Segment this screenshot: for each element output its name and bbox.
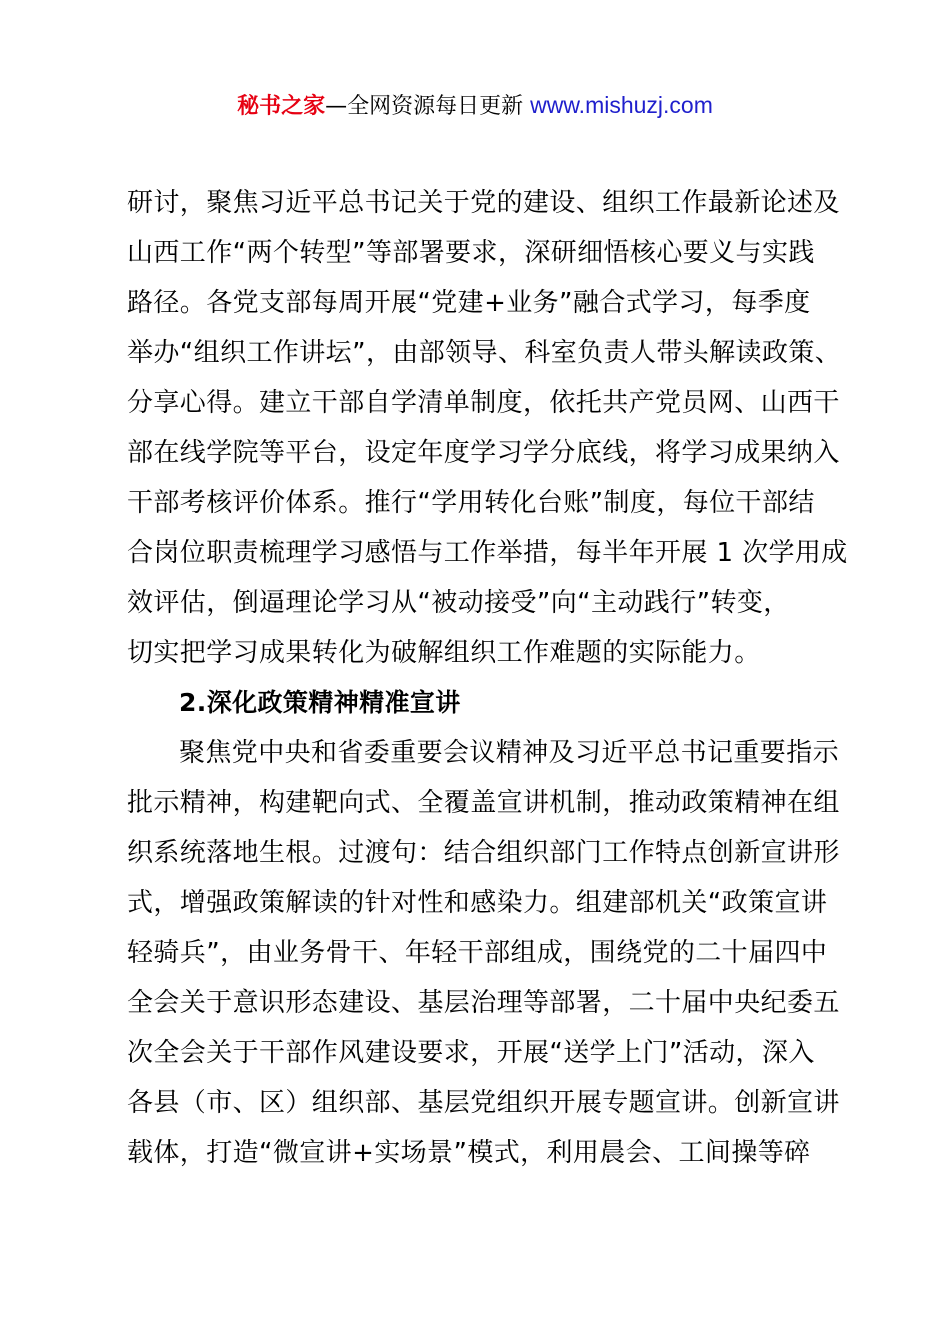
body-line: 干部考核评价体系。推行“学用转化台账”制度，每位干部结 (127, 488, 815, 518)
body-line: 路径。各党支部每周开展“党建+业务”融合式学习，每季度 (127, 288, 811, 318)
section-heading: 2.深化政策精神精准宣讲 (179, 688, 461, 717)
site-header (0, 88, 950, 124)
body-line: 织系统落地生根。过渡句：结合组织部门工作特点创新宣讲形 (127, 838, 840, 868)
body-line: 批示精神，构建靶向式、全覆盖宣讲机制，推动政策精神在组 (127, 788, 840, 818)
body-line: 研讨，聚焦习近平总书记关于党的建设、组织工作最新论述及 (127, 188, 840, 218)
body-line: 聚焦党中央和省委重要会议精神及习近平总书记重要指示 (179, 738, 840, 768)
body-line: 举办“组织工作讲坛”，由部领导、科室负责人带头解读政策、 (127, 338, 842, 368)
body-line: 部在线学院等平台，设定年度学习学分底线，将学习成果纳入 (127, 438, 840, 468)
body-line: 山西工作“两个转型”等部署要求，深研细悟核心要义与实践 (127, 238, 815, 268)
body-line: 轻骑兵”，由业务骨干、年轻干部组成，围绕党的二十届四中 (127, 938, 828, 968)
body-line: 各县（市、区）组织部、基层党组织开展专题宣讲。创新宣讲 (127, 1088, 840, 1118)
body-line: 式，增强政策解读的针对性和感染力。组建部机关“政策宣讲 (127, 888, 828, 918)
site-brand: 秘书之家 (237, 94, 326, 119)
body-line: 分享心得。建立干部自学清单制度，依托共产党员网、山西干 (127, 388, 840, 418)
body-line: 效评估，倒逼理论学习从“被动接受”向“主动践行”转变， (127, 588, 790, 618)
body-line: 次全会关于干部作风建设要求，开展“送学上门”活动，深入 (127, 1038, 815, 1068)
body-line: 全会关于意识形态建设、基层治理等部署，二十届中央纪委五 (127, 988, 840, 1018)
document-body (127, 178, 848, 1178)
site-url-link[interactable]: www.mishuzj.com (530, 92, 713, 118)
body-line: 切实把学习成果转化为破解组织工作难题的实际能力。 (127, 638, 761, 668)
body-line: 合岗位职责梳理学习感悟与工作举措，每半年开展 1 次学用成 (127, 538, 848, 568)
body-line: 载体，打造“微宣讲+实场景”模式，利用晨会、工间操等碎 (127, 1138, 811, 1168)
site-tagline: —全网资源每日更新 (325, 94, 531, 119)
